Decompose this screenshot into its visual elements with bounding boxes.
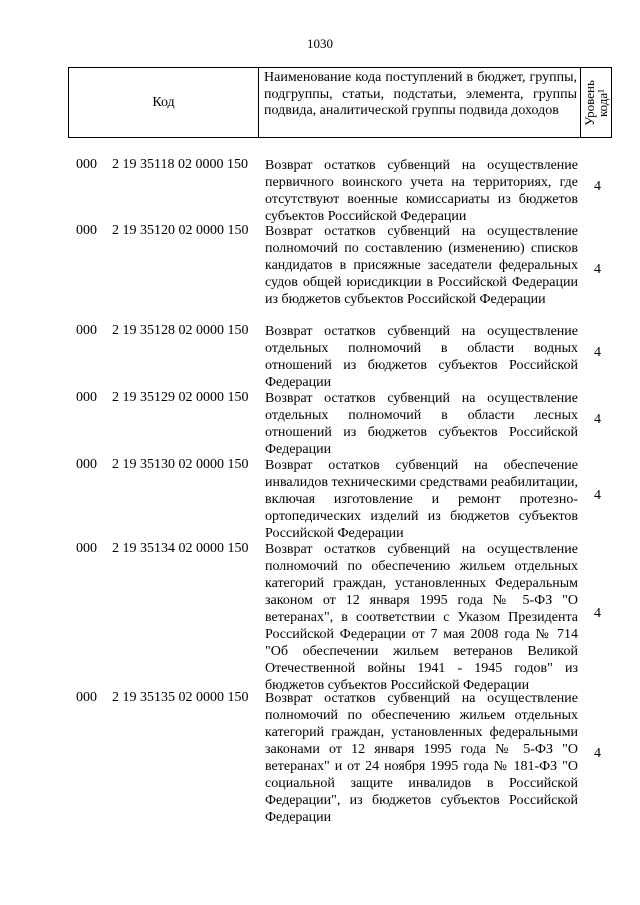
header-code-cell (69, 68, 259, 137)
row-description: Возврат остатков субвенций на осуществление отдельных полномочий в области водных отношений из бюджетов субъектов Российской Федерации (265, 324, 578, 390)
row-admin-code: 000 (76, 390, 97, 405)
row-revenue-code: 2 19 35135 02 0000 150 (112, 690, 249, 705)
row-revenue-code: 2 19 35130 02 0000 150 (112, 457, 249, 472)
row-description: Возврат остатков субвенций на осуществление полномочий по составлению (изменению) списков кандидатов в присяжные заседатели федеральных судов общей юрисдикции в Российской Федерации из бюджетов субъектов Российской Федерации (265, 224, 578, 307)
row-code-level: 4 (594, 746, 601, 761)
header-level-label: Уровень кода¹ (582, 79, 610, 126)
header-name-cell (259, 68, 581, 137)
header-level-cell (581, 68, 611, 137)
row-admin-code: 000 (76, 457, 97, 472)
row-code-level: 4 (594, 262, 601, 277)
row-admin-code: 000 (76, 690, 97, 705)
row-description: Возврат остатков субвенций на осуществление полномочий по обеспечению жильем отдельных категорий граждан, установленных федеральными законами от 12 января 1995 года № 5-ФЗ "О ветеранах" и от 24 ноября 1995 года № 181-ФЗ "О социальной защите инвалидов в Российской Федерации", из бюджетов субъектов Российской Федерации (265, 691, 578, 825)
row-description: Возврат остатков субвенций на осуществление первичного воинского учета на территориях, где отсутствуют военные комиссариаты из бюджетов субъектов Российской Федерации (265, 158, 578, 224)
row-revenue-code: 2 19 35118 02 0000 150 (112, 157, 248, 172)
header-name-label: Наименование кода поступлений в бюджет, группы, подгруппы, статьи, подстатьи, элемента, группы подвида, аналитической группы подвида доходов (264, 70, 577, 118)
row-code-level: 4 (594, 488, 601, 503)
row-admin-code: 000 (76, 541, 97, 556)
row-code-level: 4 (594, 179, 601, 194)
row-revenue-code: 2 19 35120 02 0000 150 (112, 223, 249, 238)
row-code-level: 4 (594, 345, 601, 360)
row-revenue-code: 2 19 35134 02 0000 150 (112, 541, 249, 556)
row-description: Возврат остатков субвенций на обеспечение инвалидов техническими средствами реабилитации, включая изготовление и ремонт протезно-ортопедических изделий из бюджетов субъектов Российской Федерации (265, 458, 578, 541)
row-code-level: 4 (594, 606, 601, 621)
row-admin-code: 000 (76, 157, 97, 172)
row-admin-code: 000 (76, 323, 97, 338)
row-revenue-code: 2 19 35129 02 0000 150 (112, 390, 249, 405)
header-code-label: Код (152, 94, 175, 110)
table-header (68, 67, 612, 138)
row-description: Возврат остатков субвенций на осуществление отдельных полномочий в области лесных отношений из бюджетов субъектов Российской Федерации (265, 391, 578, 457)
row-description: Возврат остатков субвенций на осуществление полномочий по обеспечению жильем отдельных категорий граждан, установленных Федеральным законом от 12 января 1995 года № 5-ФЗ "О ветеранах", в соответствии с Указом Президента Российской Федерации от 7 мая 2008 года № 714 "Об обеспечении жильем ветеранов Великой Отечественной войны 1941 - 1945 годов" из бюджетов субъектов Российской Федерации (265, 542, 578, 693)
row-revenue-code: 2 19 35128 02 0000 150 (112, 323, 249, 338)
row-code-level: 4 (594, 412, 601, 427)
row-admin-code: 000 (76, 223, 97, 238)
page-number: 1030 (307, 36, 333, 51)
